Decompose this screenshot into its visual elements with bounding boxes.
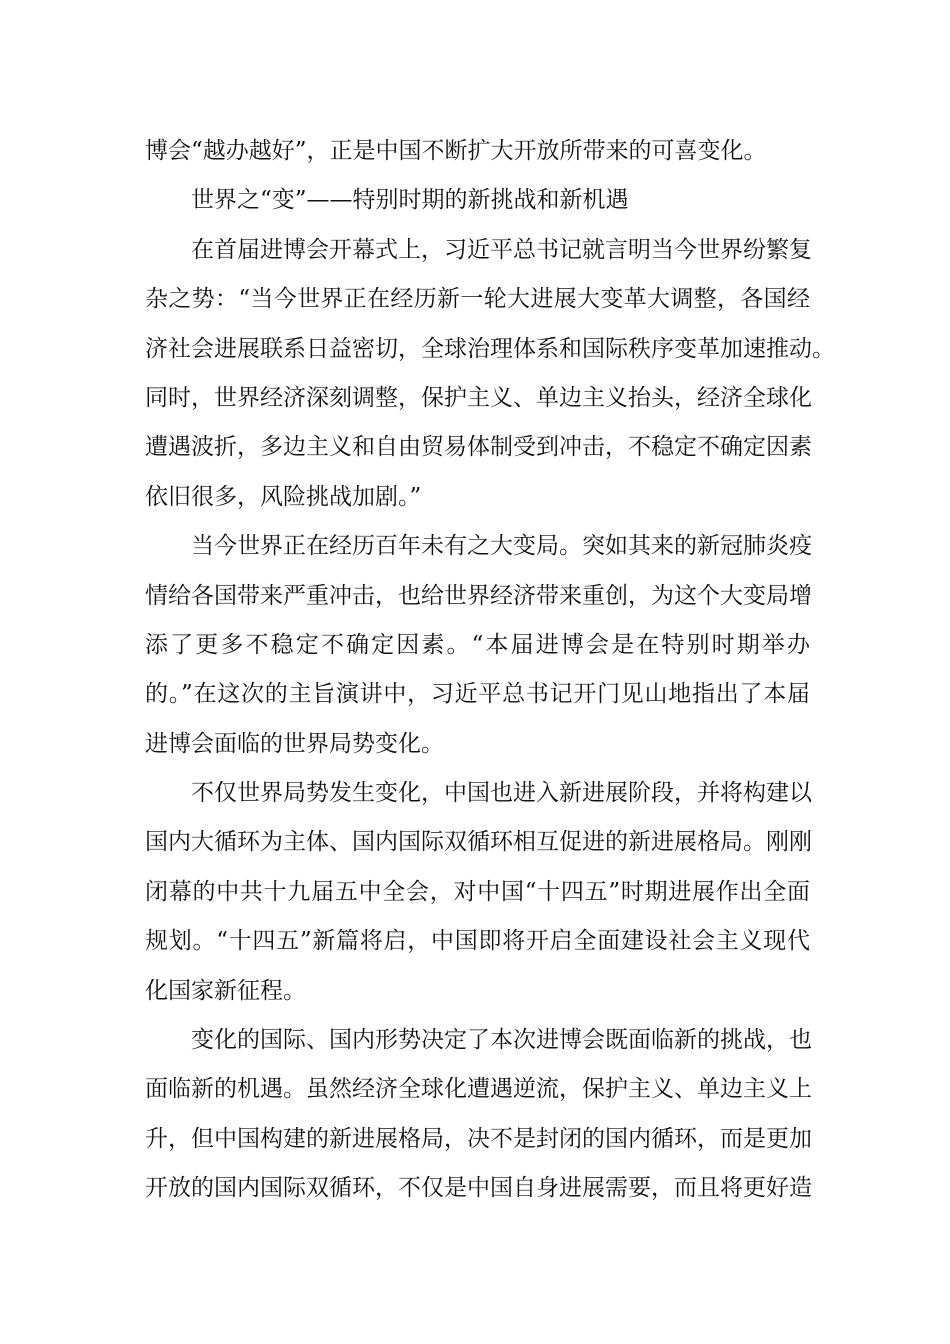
text-line: 闭幕的中共十九届五中全会，对中国“十四五”时期进展作出全面 — [145, 878, 810, 905]
text-line: 规划。“十四五”新篇将启，中国即将开启全面建设社会主义现代 — [145, 928, 810, 955]
text-line: 升，但中国构建的新进展格局，决不是封闭的国内循环，而是更加 — [145, 1125, 812, 1152]
text-line: 开放的国内国际双循环，不仅是中国自身进展需要，而且将更好造 — [145, 1175, 812, 1202]
text-line: 在首届进博会开幕式上，习近平总书记就言明当今世界纷繁复 — [191, 236, 812, 263]
text-line: 变化的国际、国内形势决定了本次进博会既面临新的挑战，也 — [191, 1027, 812, 1054]
text-line: 杂之势：“当今世界正在经历新一轮大进展大变革大调整，各国经 — [145, 286, 810, 313]
text-line: 依旧很多，风险挑战加剧。” — [145, 483, 422, 510]
text-line: 国内大循环为主体、国内国际双循环相互促进的新进展格局。刚刚 — [145, 829, 812, 856]
text-line: 化国家新征程。 — [145, 977, 306, 1004]
document-body — [145, 127, 835, 1214]
text-line: 面临新的机遇。虽然经济全球化遭遇逆流，保护主义、单边主义上 — [145, 1076, 812, 1103]
text-line: 济社会进展联系日益密切，全球治理体系和国际秩序变革加速推动。 — [145, 335, 835, 362]
text-line: 当今世界正在经历百年未有之大变局。突如其来的新冠肺炎疫 — [191, 533, 812, 560]
text-line: 遭遇波折，多边主义和自由贸易体制受到冲击，不稳定不确定因素 — [145, 434, 812, 461]
text-line: 世界之“变”——特别时期的新挑战和新机遇 — [191, 187, 629, 214]
text-line: 进博会面临的世界局势变化。 — [145, 730, 444, 757]
text-line: 添了更多不稳定不确定因素。“本届进博会是在特别时期举办 — [145, 631, 810, 658]
text-line: 同时，世界经济深刻调整，保护主义、单边主义抬头，经济全球化 — [145, 384, 812, 411]
paragraph-4 — [145, 769, 810, 1016]
text-line: 的。”在这次的主旨演讲中，习近平总书记开门见山地指出了本届 — [145, 681, 810, 708]
text-line: 情给各国带来严重冲击，也给世界经济带来重创，为这个大变局增 — [145, 582, 812, 609]
text-line: 博会“越办越好”，正是中国不断扩大开放所带来的可喜变化。 — [145, 138, 767, 164]
paragraph-5 — [145, 1016, 810, 1214]
paragraph-2 — [145, 226, 835, 522]
text-line: 不仅世界局势发生变化，中国也进入新进展阶段，并将构建以 — [191, 780, 812, 807]
paragraph-3 — [145, 522, 810, 769]
paragraph-0 — [145, 127, 810, 176]
paragraph-1 — [145, 176, 810, 225]
